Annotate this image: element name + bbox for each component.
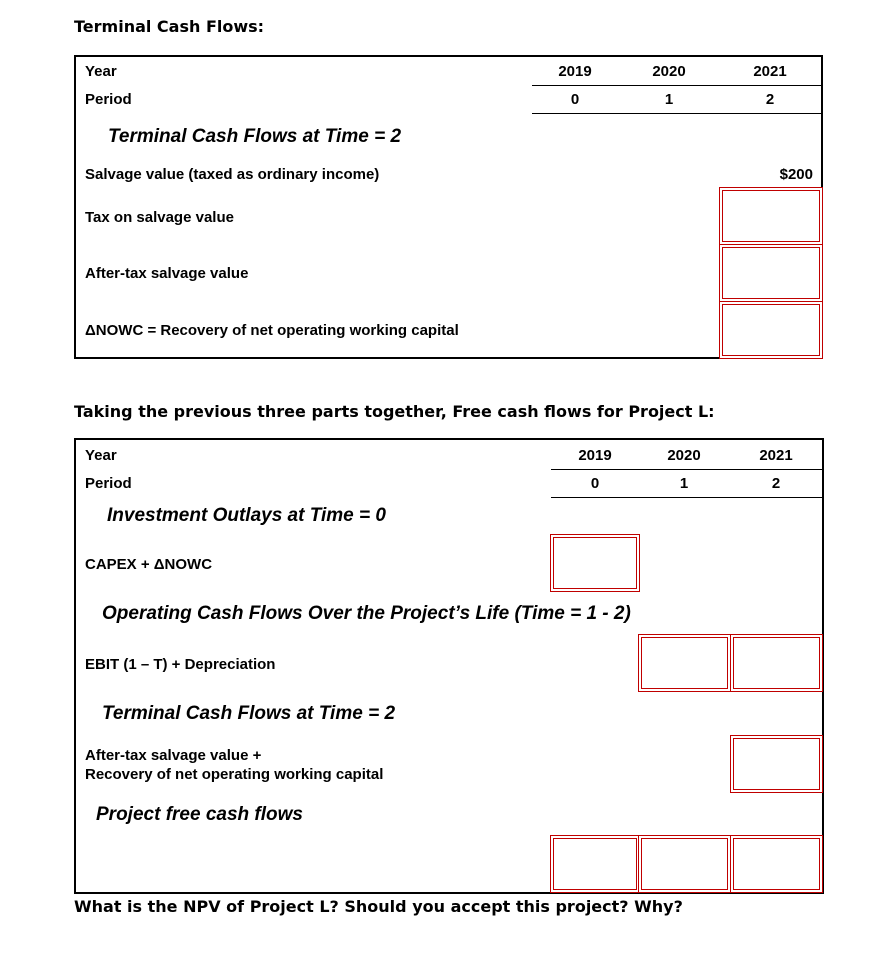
tax-on-salvage-label: Tax on salvage value xyxy=(85,209,234,226)
npv-question: What is the NPV of Project L? Should you accept this project? Why? xyxy=(74,897,683,916)
fcf-2020-input[interactable] xyxy=(638,835,731,893)
year-2019: 2019 xyxy=(558,63,592,80)
ebit-label: EBIT (1 – T) + Depreciation xyxy=(85,656,276,673)
nowc-recovery-input[interactable] xyxy=(719,301,823,359)
nowc-recovery-label: ΔNOWC = Recovery of net operating working capital xyxy=(85,322,459,339)
terminal-label-line2: Recovery of net operating working capital xyxy=(85,766,384,783)
year-2020: 2020 xyxy=(652,63,686,80)
after-tax-salvage-label: After-tax salvage value xyxy=(85,265,249,282)
year-label-2: Year xyxy=(85,447,117,464)
after-tax-salvage-input[interactable] xyxy=(719,244,823,302)
terminal-cash-flows-panel xyxy=(74,55,823,359)
free-cash-flows-title: Taking the previous three parts together, Free cash flows for Project L: xyxy=(74,402,715,421)
salvage-value-amount: $200 xyxy=(779,166,813,183)
terminal-cash-flow-input[interactable] xyxy=(730,735,823,793)
fcf-2021-input[interactable] xyxy=(730,835,823,893)
period-row-divider xyxy=(532,113,822,114)
year-row-divider xyxy=(532,85,822,86)
fcf-2019-input[interactable] xyxy=(550,835,640,893)
terminal-subheading: Terminal Cash Flows at Time = 2 xyxy=(108,126,402,147)
year-2021-2: 2021 xyxy=(759,447,793,464)
year-label: Year xyxy=(85,63,117,80)
tax-on-salvage-input[interactable] xyxy=(719,187,823,245)
ebit-2020-input[interactable] xyxy=(638,634,731,692)
period-row-divider-2 xyxy=(551,497,823,498)
ebit-2021-input[interactable] xyxy=(730,634,823,692)
capex-nowc-label: CAPEX + ΔNOWC xyxy=(85,556,213,573)
year-row-divider-2 xyxy=(551,469,823,470)
investment-outlays-heading: Investment Outlays at Time = 0 xyxy=(107,505,386,526)
terminal-label-line1: After-tax salvage value + xyxy=(85,747,262,764)
period-0: 0 xyxy=(570,91,580,108)
salvage-value-label: Salvage value (taxed as ordinary income) xyxy=(85,166,380,183)
period-0-2: 0 xyxy=(590,475,600,492)
period-2: 2 xyxy=(765,91,775,108)
year-2020-2: 2020 xyxy=(667,447,701,464)
period-1-2: 1 xyxy=(679,475,689,492)
terminal-cash-flows-title: Terminal Cash Flows: xyxy=(74,17,265,36)
project-free-cash-flows-heading: Project free cash flows xyxy=(96,804,303,825)
year-2021: 2021 xyxy=(753,63,787,80)
operating-cash-flows-heading: Operating Cash Flows Over the Project’s Life (Time = 1 - 2) xyxy=(102,603,631,624)
capex-nowc-input[interactable] xyxy=(550,534,640,592)
period-label: Period xyxy=(85,91,132,108)
year-2019-2: 2019 xyxy=(578,447,612,464)
period-1: 1 xyxy=(664,91,674,108)
period-label-2: Period xyxy=(85,475,132,492)
period-2-2: 2 xyxy=(771,475,781,492)
terminal-cash-flows-heading-2: Terminal Cash Flows at Time = 2 xyxy=(102,703,396,724)
